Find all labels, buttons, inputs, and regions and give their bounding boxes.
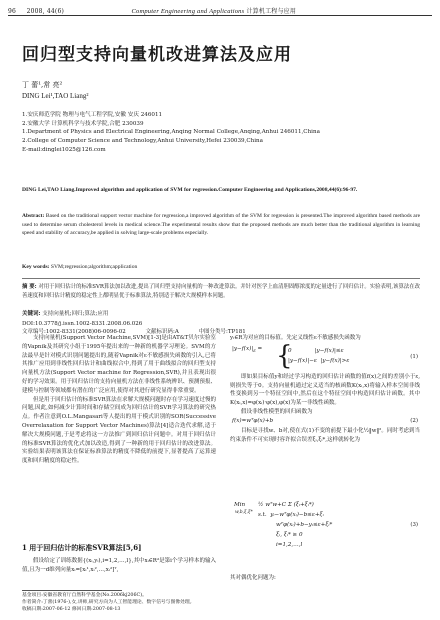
equation-2-number: (2) bbox=[410, 417, 418, 424]
paper-title: 回归型支持向量机改进算法及应用 bbox=[22, 45, 292, 65]
keywords-cn-label: 关键词: bbox=[22, 311, 41, 317]
abstract-cn-text: 对用于回归估计的标准SVR算法加以改进,提出了回归型支持向量机的一种改进算法。并针对医学上血清胆固醇浓度的定量进行了回归估计。实验表明,该算法在改善速度和回归估计精度的稳定性上都明显优于标准算法,特别适于解决大规模样本问题。 bbox=[22, 284, 421, 299]
section-1-text: 假设给定了训练数据{(xᵢ,yᵢ),i=1,2,…,l},其中xᵢ∈Rᵈ是第i个学习样本的输入值,且为一d维列向量xᵢ=[xᵢ¹,xᵢ²,…,xᵢᵈ]ᵀ, bbox=[22, 558, 216, 573]
intro-left-column bbox=[22, 334, 216, 466]
keywords-cn-text: 支持向量机;回归;算法;应用 bbox=[42, 311, 109, 317]
footnote-rule bbox=[22, 590, 122, 591]
abstract-en-text: Based on the traditional support vector machine for regression,a improved algorithm of the SVM for regression is presented.The improved algorithm based methods are used to determine serum cholesterol levels in medical science.The experimental results show that the proposed methods are much better than the traditional algorithm in learning speed and stability of accuracy,be applied in solving large-scale problems especially. bbox=[22, 213, 421, 237]
intro-paragraph-1: 支持向量机(Support Vector Machine,SVM)[1-3]是由AT&T贝尔实验室的Vapnik及其研究小组于1995年提出来的一种新的机器学习理论。SVM的方法最早是针对模式识别问题提出的,随着Vapnik对ε不敏感损失函数的引入,已将其推广应用到非线性回归估计和曲线拟合中,得到了用于曲线拟合的回归型支持向量机方法(Support Vector machine for Regression,SVR),并且表现出很好的学习效果。用于回归估计的支持向量机方法在非线性系统辨识、预测预报、建模与控制等领域都有潜在的广泛应用,使得对其进行研究显得非常重要。 bbox=[22, 335, 216, 394]
clc-number: 中图分类号:TP181 bbox=[198, 329, 246, 335]
citation: DING Lei,TAO Liang.Improved algorithm and application of SVM for regression.Computer Engineering and Applications,2008,44(6):96-97. bbox=[22, 187, 358, 193]
regression-model-intro: 假设非线性模型的回归函数为 bbox=[241, 408, 313, 415]
article-id: 文章编号:1002-8331(2008)06-0096-02 bbox=[22, 329, 126, 335]
volume-info: 2008, 44(6) bbox=[26, 8, 65, 15]
doc-code: 文献标识码:A bbox=[145, 329, 179, 335]
loss-function-intro: yᵢ∈R为对应的目标值。先定义线性ε不敏感损失函数为 bbox=[230, 335, 361, 341]
keywords-cn bbox=[22, 309, 420, 317]
footnote-author: 作者简介:丁蕾(1976-),女,讲师,研究方向为人工智能理论、数字信号与图像处理。 bbox=[22, 600, 195, 605]
svm-kernel-paragraph: 即如果目标值y和经过学习构造的回归估计函数的值f(x)之间的差别小于ε,则损失等于0。支持向量机通过定义适当的核函数K(xᵢ,x)将输入样本空间非线性变换到另一个特征空间中,然后在这个特征空间中构造回归估计函数。其中K(xᵢ,x)=φ(xᵢ)·φ(x),φ(x)为某一非线性函数。 bbox=[230, 373, 420, 407]
footnote-dates: 收稿日期:2007-06-12 修回日期:2007-08-13 bbox=[22, 607, 121, 612]
authors-cn: 丁 蕾¹,常 亮² bbox=[22, 81, 63, 89]
optimization-paragraph: 目标是寻找w、b对,使在式(1)不变的前提下最小化½‖w‖²。同时考虑到当约束条件不可实现时容许拟合误差ξᵢ,ξᵢ*,这样就转化为 bbox=[230, 427, 420, 443]
running-header bbox=[8, 6, 296, 15]
affiliation-1-cn: 1.安庆师范学院 物理与电气工程学院,安徽 安庆 246011 bbox=[22, 112, 163, 118]
right-column bbox=[230, 334, 420, 444]
keywords-en-label: Key words: bbox=[22, 264, 50, 270]
equation-2 bbox=[230, 417, 420, 427]
equation-2-body: f(x)=wᵀφ(x)+b bbox=[232, 417, 274, 424]
journal-name-en: Computer Engineering and Applications bbox=[131, 8, 245, 15]
equation-1-number: (1) bbox=[410, 353, 418, 360]
affiliations bbox=[22, 111, 320, 155]
header-rule bbox=[8, 15, 432, 16]
keywords-en-text: SVM;regression;algorithm;application bbox=[50, 264, 138, 270]
doi: DOI:10.3778/j.issn.1002-8331.2008.06.026 bbox=[22, 321, 143, 327]
abstract-en bbox=[22, 212, 420, 238]
equation-3-number: (3) bbox=[410, 522, 418, 528]
abstract-divider bbox=[22, 278, 420, 279]
authors-en: DING Lei¹,TAO Liang² bbox=[22, 92, 89, 100]
footnote-fund: 基金项目:安徽省教育厅自然科学基金(No.2006kj206C)。 bbox=[22, 593, 147, 598]
intro-paragraph-2: 但是用于回归估计的标准SVR算法在求解大规模问题时存在学习速度过慢的问题,因此,如何减少计算时间和存储空间成为回归估计的SVR学习算法的研究热点。作者注意到O.L.Mangasari等人提出的用于模式识别的SOR(Successive Overrelaxation for Support Vector Machines)算法[4]适合迭代求解,适于解决大规模问题,于是考虑将这一方法推广到回归估计问题中。对用于回归估计的标准SVR算法的优化式加以改造,得到了一种新的用于回归估计的改进算法。实验结果表明该算法在保证标准算法的精度不降低的前提下,显著提高了运算速度和回归精度的稳定性。 bbox=[22, 396, 216, 465]
abstract-cn-label: 摘 要: bbox=[22, 284, 37, 290]
journal-name-cn: 计算机工程与应用 bbox=[246, 8, 297, 15]
footnotes bbox=[22, 592, 194, 613]
dual-problem-intro: 其对偶优化问题为: bbox=[230, 575, 276, 581]
equation-1: $|y-f(x)|_\varepsilon$ = { 0 |y−f(x)|≤ε |y−f(x)|−ε |y−f(x)|>ε (1) bbox=[232, 340, 418, 371]
abstract-en-label: Abstract: bbox=[22, 213, 45, 219]
keywords-en bbox=[22, 264, 420, 270]
section-1-heading: 1 用于回归估计的标准SVR算法[5,6] bbox=[22, 543, 142, 552]
equation-3: Min w,b,ξ,ξ* ½ wᵀw+C Σ (ξᵢ+ξᵢ*) s.t. yᵢ−wᵀφ(xᵢ)−b≤ε+ξᵢ wᵀφ(xᵢ)+b−yᵢ≤ε+ξᵢ* ξᵢ, ξᵢ* ≥ 0 i=1,2,…,l (3) bbox=[234, 502, 418, 548]
email: E-mail:dinglei1025@126.com bbox=[22, 146, 106, 153]
affiliation-2-en: 2.College of Computer Science and Technology,Anhui University,Hefei 230039,China bbox=[22, 138, 263, 145]
affiliation-2-cn: 2.安徽大学 计算机科学与技术学院,合肥 230039 bbox=[22, 120, 144, 127]
abstract-cn bbox=[22, 283, 420, 300]
classification-line bbox=[22, 321, 420, 335]
affiliation-1-en: 1.Department of Physics and Electrical Engineering,Anqing Normal College,Anqing,Anhui 246011,China bbox=[22, 129, 320, 136]
page-number: 96 bbox=[8, 8, 17, 15]
